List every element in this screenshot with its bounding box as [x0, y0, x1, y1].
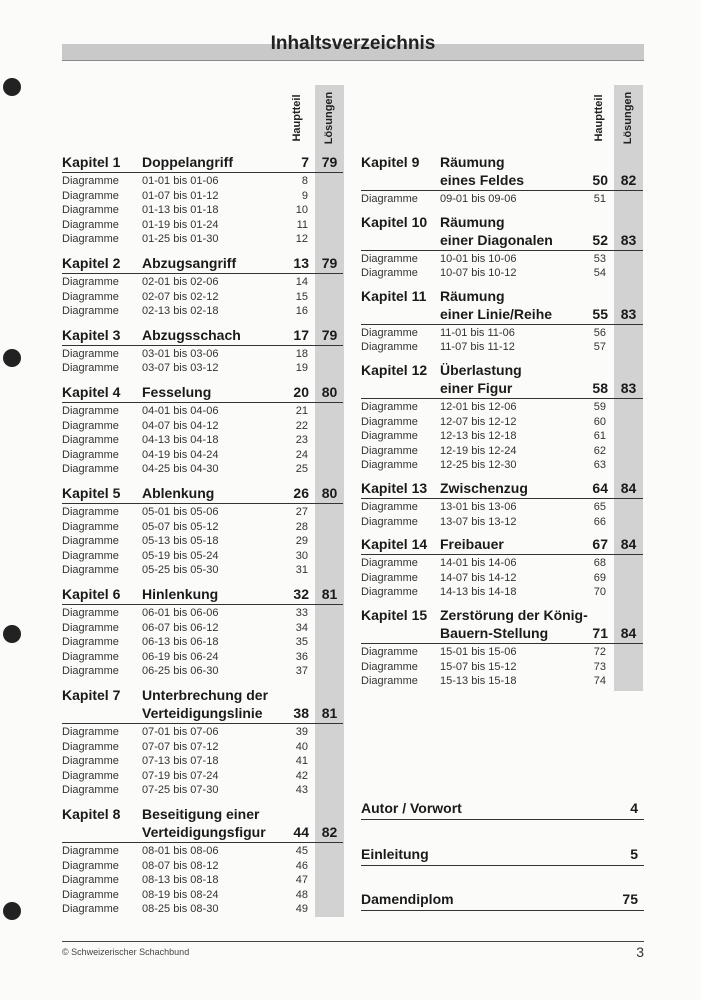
diagram-label: Diagramme — [62, 845, 119, 857]
diagram-page: 73 — [593, 660, 606, 673]
diagram-label: Diagramme — [361, 459, 418, 472]
diagram-range: 11-07 bis 11-12 — [440, 341, 515, 354]
chapter-title: eines Feldes — [440, 172, 525, 188]
diagram-range: 12-25 bis 12-30 — [440, 459, 517, 472]
chapter-title: Doppelangriff — [142, 154, 233, 170]
diagram-label: Diagramme — [62, 755, 119, 768]
diagram-label: Diagramme — [62, 726, 119, 738]
diagram-label: Diagramme — [62, 874, 119, 887]
diagram-page: 33 — [295, 607, 308, 619]
diagram-range: 01-19 bis 01-24 — [142, 218, 219, 231]
diagram-label: Diagramme — [62, 506, 119, 518]
diagram-page: 41 — [295, 755, 308, 768]
diagram-page: 61 — [593, 430, 606, 443]
diagram-page: 59 — [593, 401, 606, 413]
hauptteil-header: Hauptteil — [291, 94, 303, 142]
diagram-range: 05-25 bis 05-30 — [142, 564, 219, 577]
diagram-range: 05-01 bis 05-06 — [142, 506, 219, 518]
chapter-number: Kapitel 4 — [62, 384, 121, 400]
chapter-main-page: 38 — [293, 705, 309, 721]
diagram-page: 40 — [295, 740, 308, 753]
diagram-range: 07-13 bis 07-18 — [142, 755, 219, 768]
diagram-range: 08-25 bis 08-30 — [142, 903, 219, 916]
diagram-range: 04-01 bis 04-06 — [142, 405, 219, 417]
chapter-solution-page: 84 — [620, 480, 637, 496]
diagram-label: Diagramme — [62, 636, 119, 649]
diagram-range: 15-13 bis 15-18 — [440, 675, 517, 688]
diagram-page: 23 — [295, 434, 308, 447]
diagram-page: 19 — [295, 362, 308, 375]
diagram-page: 18 — [295, 347, 308, 360]
diagram-page: 12 — [295, 233, 308, 246]
diagram-label: Diagramme — [62, 650, 119, 663]
diagram-label: Diagramme — [361, 267, 418, 280]
diagram-range: 05-13 bis 05-18 — [142, 535, 219, 548]
chapter-rule — [62, 604, 343, 605]
diagram-page: 68 — [593, 557, 606, 570]
diagram-page: 35 — [295, 636, 308, 649]
chapter-solution-page: 82 — [620, 172, 637, 188]
chapter-main-page: 13 — [293, 255, 309, 271]
diagram-label: Diagramme — [62, 347, 119, 360]
diagram-range: 06-25 bis 06-30 — [142, 665, 219, 678]
diagram-page: 25 — [295, 463, 308, 476]
diagram-range: 02-13 bis 02-18 — [142, 305, 219, 318]
chapter-solution-page: 79 — [321, 154, 338, 170]
chapter-rule — [62, 842, 343, 843]
diagram-label: Diagramme — [62, 665, 119, 678]
diagram-page: 56 — [593, 326, 606, 339]
diagram-label: Diagramme — [361, 341, 418, 354]
diagram-range: 11-01 bis 11-06 — [440, 326, 515, 339]
diagram-label: Diagramme — [62, 549, 119, 562]
diagram-label: Diagramme — [62, 305, 119, 318]
chapter-number: Kapitel 1 — [62, 154, 121, 170]
chapter-rule — [62, 273, 343, 274]
diagram-label: Diagramme — [361, 675, 418, 688]
chapter-title: Überlastung — [440, 362, 522, 378]
chapter-solution-page: 79 — [321, 326, 338, 343]
diagram-page: 43 — [295, 784, 308, 797]
chapter-main-page: 71 — [592, 625, 608, 641]
punch-hole — [3, 625, 21, 643]
diagram-range: 12-01 bis 12-06 — [440, 401, 517, 413]
diagram-page: 14 — [295, 276, 308, 288]
loesungen-header: Lösungen — [323, 91, 335, 145]
extra-entry-page: 75 — [622, 891, 638, 907]
diagram-range: 08-01 bis 08-06 — [142, 845, 219, 857]
diagram-label: Diagramme — [361, 401, 418, 413]
diagram-page: 36 — [295, 650, 308, 663]
chapter-solution-page: 82 — [321, 824, 338, 840]
diagram-page: 34 — [295, 621, 308, 634]
diagram-page: 37 — [295, 665, 308, 678]
chapter-rule — [361, 498, 643, 499]
footer-rule — [62, 941, 644, 942]
diagram-page: 70 — [593, 586, 606, 599]
chapter-number: Kapitel 2 — [62, 255, 121, 271]
diagram-label: Diagramme — [62, 405, 119, 417]
chapter-rule — [361, 554, 643, 555]
diagram-range: 01-07 bis 01-12 — [142, 189, 219, 202]
chapter-rule — [62, 503, 343, 504]
chapter-number: Kapitel 8 — [62, 806, 121, 822]
chapter-rule — [361, 190, 643, 191]
diagram-page: 31 — [295, 564, 308, 577]
diagram-page: 63 — [593, 459, 606, 472]
chapter-solution-page: 83 — [620, 231, 637, 248]
diagram-page: 48 — [295, 888, 308, 901]
diagram-page: 11 — [296, 218, 308, 231]
diagram-page: 60 — [593, 415, 606, 428]
chapter-title: Räumung — [440, 154, 505, 170]
extra-entry-label: Autor / Vorwort — [361, 800, 462, 816]
diagram-range: 15-01 bis 15-06 — [440, 646, 517, 658]
chapter-number: Kapitel 15 — [361, 607, 428, 623]
chapter-rule — [62, 402, 343, 403]
diagram-label: Diagramme — [62, 204, 119, 217]
chapter-rule — [62, 345, 343, 346]
page-number: 3 — [636, 944, 644, 960]
diagram-label: Diagramme — [62, 888, 119, 901]
diagram-range: 06-13 bis 06-18 — [142, 636, 219, 649]
diagram-page: 30 — [295, 549, 308, 562]
chapter-title: Hinlenkung — [142, 586, 219, 602]
chapter-rule — [62, 172, 343, 173]
diagram-page: 27 — [295, 506, 308, 518]
diagram-range: 05-07 bis 05-12 — [142, 520, 219, 533]
diagram-range: 07-01 bis 07-06 — [142, 726, 219, 738]
copyright-note: © Schweizerischer Schachbund — [62, 947, 190, 957]
diagram-page: 53 — [593, 252, 606, 265]
diagram-page: 21 — [295, 405, 308, 417]
diagram-range: 12-19 bis 12-24 — [440, 444, 517, 457]
diagram-page: 74 — [593, 675, 606, 688]
chapter-number: Kapitel 7 — [62, 687, 121, 703]
chapter-main-page: 20 — [293, 384, 309, 400]
chapter-solution-page: 83 — [620, 305, 637, 322]
diagram-page: 9 — [301, 189, 308, 202]
chapter-solution-page: 79 — [321, 255, 338, 271]
chapter-solution-page: 84 — [620, 536, 637, 553]
diagram-range: 03-01 bis 03-06 — [142, 347, 219, 360]
chapter-title: Fesselung — [142, 384, 212, 400]
chapter-number: Kapitel 6 — [62, 586, 121, 602]
diagram-range: 01-01 bis 01-06 — [142, 175, 219, 187]
diagram-label: Diagramme — [62, 535, 119, 548]
diagram-label: Diagramme — [62, 607, 119, 619]
diagram-range: 10-07 bis 10-12 — [440, 267, 517, 280]
punch-hole — [3, 78, 21, 96]
chapter-title: Räumung — [440, 213, 505, 230]
diagram-label: Diagramme — [62, 189, 119, 202]
chapter-number: Kapitel 14 — [361, 536, 428, 553]
diagram-range: 01-13 bis 01-18 — [142, 204, 219, 217]
diagram-range: 13-07 bis 13-12 — [440, 515, 517, 528]
chapter-number: Kapitel 13 — [361, 480, 428, 496]
diagram-label: Diagramme — [62, 290, 119, 303]
chapter-rule — [361, 324, 643, 325]
chapter-number: Kapitel 5 — [62, 485, 121, 501]
diagram-label: Diagramme — [62, 419, 119, 432]
diagram-label: Diagramme — [62, 276, 119, 288]
chapter-title: Unterbrechung der — [142, 687, 269, 703]
diagram-range: 08-19 bis 08-24 — [142, 888, 219, 901]
chapter-title: Bauern-Stellung — [440, 625, 549, 641]
extra-rule — [361, 819, 644, 820]
diagram-range: 04-19 bis 04-24 — [142, 448, 219, 461]
chapter-solution-page: 84 — [620, 625, 637, 641]
diagram-label: Diagramme — [361, 515, 418, 528]
diagram-range: 14-13 bis 14-18 — [440, 586, 517, 599]
diagram-range: 04-07 bis 04-12 — [142, 419, 219, 432]
chapter-main-page: 55 — [592, 305, 608, 322]
chapter-title: einer Linie/Reihe — [440, 305, 553, 322]
loesungen-header: Lösungen — [622, 91, 634, 145]
diagram-page: 39 — [295, 726, 308, 738]
chapter-solution-page: 81 — [321, 586, 338, 602]
diagram-page: 51 — [593, 193, 606, 205]
extra-entry-page: 5 — [630, 846, 638, 862]
punch-hole — [3, 349, 21, 367]
punch-hole — [3, 902, 21, 920]
chapter-solution-page: 81 — [321, 705, 338, 721]
diagram-range: 02-01 bis 02-06 — [142, 276, 219, 288]
diagram-label: Diagramme — [62, 903, 119, 916]
diagram-label: Diagramme — [62, 769, 119, 782]
chapter-solution-page: 80 — [321, 485, 338, 501]
chapter-title: Verteidigungslinie — [142, 705, 263, 721]
diagram-page: 57 — [593, 341, 606, 354]
diagram-page: 16 — [295, 305, 308, 318]
diagram-page: 22 — [295, 419, 308, 432]
diagram-range: 03-07 bis 03-12 — [142, 362, 219, 375]
diagram-label: Diagramme — [361, 501, 418, 513]
chapter-title: Räumung — [440, 287, 505, 304]
chapter-number: Kapitel 3 — [62, 326, 121, 343]
diagram-range: 12-13 bis 12-18 — [440, 430, 517, 443]
diagram-range: 04-13 bis 04-18 — [142, 434, 219, 447]
diagram-label: Diagramme — [361, 444, 418, 457]
extra-rule — [361, 865, 644, 866]
chapter-main-page: 32 — [293, 586, 309, 602]
diagram-label: Diagramme — [361, 252, 418, 265]
chapter-title: Zerstörung der König- — [440, 607, 588, 623]
chapter-main-page: 50 — [592, 172, 608, 188]
diagram-label: Diagramme — [361, 571, 418, 584]
diagram-range: 09-01 bis 09-06 — [440, 193, 517, 205]
diagram-label: Diagramme — [62, 621, 119, 634]
diagram-label: Diagramme — [361, 326, 418, 339]
chapter-rule — [361, 643, 643, 644]
chapter-number: Kapitel 9 — [361, 154, 420, 170]
diagram-label: Diagramme — [62, 448, 119, 461]
chapter-main-page: 7 — [301, 154, 309, 170]
extra-entry-label: Einleitung — [361, 846, 429, 862]
diagram-page: 28 — [295, 520, 308, 533]
diagram-page: 10 — [295, 204, 308, 217]
diagram-page: 42 — [295, 769, 308, 782]
diagram-range: 07-07 bis 07-12 — [142, 740, 219, 753]
diagram-page: 49 — [295, 903, 308, 916]
diagram-range: 10-01 bis 10-06 — [440, 252, 517, 265]
diagram-range: 14-07 bis 14-12 — [440, 571, 517, 584]
chapter-main-page: 44 — [293, 824, 309, 840]
diagram-range: 06-01 bis 06-06 — [142, 607, 219, 619]
diagram-label: Diagramme — [62, 859, 119, 872]
diagram-page: 24 — [295, 448, 308, 461]
chapter-main-page: 58 — [592, 380, 608, 396]
chapter-title: Zwischenzug — [440, 480, 528, 496]
extra-entry-page: 4 — [630, 800, 638, 816]
diagram-page: 72 — [593, 646, 606, 658]
chapter-solution-page: 80 — [321, 384, 338, 400]
chapter-number: Kapitel 12 — [361, 362, 428, 378]
chapter-main-page: 67 — [592, 536, 608, 553]
diagram-label: Diagramme — [361, 430, 418, 443]
diagram-range: 15-07 bis 15-12 — [440, 660, 517, 673]
chapter-rule — [62, 723, 343, 724]
extra-entry-label: Damendiplom — [361, 891, 454, 907]
chapter-rule — [361, 398, 643, 399]
diagram-range: 07-25 bis 07-30 — [142, 784, 219, 797]
chapter-title: einer Diagonalen — [440, 231, 553, 248]
diagram-range: 13-01 bis 13-06 — [440, 501, 517, 513]
chapter-title: einer Figur — [440, 380, 513, 396]
diagram-page: 45 — [295, 845, 308, 857]
diagram-label: Diagramme — [361, 586, 418, 599]
hauptteil-header: Hauptteil — [593, 94, 605, 142]
diagram-range: 12-07 bis 12-12 — [440, 415, 517, 428]
diagram-range: 05-19 bis 05-24 — [142, 549, 219, 562]
diagram-label: Diagramme — [62, 520, 119, 533]
diagram-label: Diagramme — [361, 557, 418, 570]
diagram-label: Diagramme — [361, 193, 418, 205]
diagram-range: 02-07 bis 02-12 — [142, 290, 219, 303]
chapter-number: Kapitel 10 — [361, 213, 428, 230]
diagram-label: Diagramme — [361, 646, 418, 658]
page-title: Inhaltsverzeichnis — [270, 33, 436, 54]
chapter-number: Kapitel 11 — [361, 287, 427, 304]
chapter-solution-page: 83 — [620, 380, 637, 396]
diagram-page: 69 — [593, 571, 606, 584]
chapter-title: Verteidigungsfigur — [142, 824, 266, 840]
diagram-label: Diagramme — [62, 564, 119, 577]
diagram-page: 66 — [593, 515, 606, 528]
diagram-label: Diagramme — [361, 415, 418, 428]
diagram-page: 8 — [301, 175, 308, 187]
diagram-label: Diagramme — [62, 233, 119, 246]
chapter-title: Abzugsschach — [142, 326, 241, 343]
diagram-label: Diagramme — [62, 740, 119, 753]
diagram-page: 65 — [593, 501, 606, 513]
chapter-title: Beseitigung einer — [142, 806, 260, 822]
diagram-page: 29 — [295, 535, 308, 548]
diagram-label: Diagramme — [361, 660, 418, 673]
chapter-rule — [361, 250, 643, 251]
diagram-label: Diagramme — [62, 218, 119, 231]
chapter-main-page: 52 — [592, 231, 608, 248]
diagram-page: 15 — [295, 290, 308, 303]
diagram-page: 47 — [295, 874, 308, 887]
diagram-label: Diagramme — [62, 784, 119, 797]
diagram-range: 06-07 bis 06-12 — [142, 621, 219, 634]
diagram-page: 46 — [295, 859, 308, 872]
diagram-range: 06-19 bis 06-24 — [142, 650, 219, 663]
diagram-range: 14-01 bis 14-06 — [440, 557, 517, 570]
diagram-page: 54 — [593, 267, 606, 280]
diagram-label: Diagramme — [62, 175, 119, 187]
diagram-range: 08-13 bis 08-18 — [142, 874, 219, 887]
diagram-label: Diagramme — [62, 434, 119, 447]
chapter-title: Abzugsangriff — [142, 255, 237, 271]
chapter-main-page: 17 — [293, 326, 309, 343]
diagram-label: Diagramme — [62, 362, 119, 375]
diagram-range: 07-19 bis 07-24 — [142, 769, 219, 782]
chapter-main-page: 64 — [592, 480, 608, 496]
chapter-title: Ablenkung — [142, 485, 215, 501]
chapter-main-page: 26 — [293, 485, 309, 501]
chapter-title: Freibauer — [440, 536, 504, 553]
extra-rule — [361, 910, 644, 911]
diagram-page: 62 — [593, 444, 606, 457]
diagram-range: 01-25 bis 01-30 — [142, 233, 219, 246]
diagram-label: Diagramme — [62, 463, 119, 476]
diagram-range: 08-07 bis 08-12 — [142, 859, 219, 872]
diagram-range: 04-25 bis 04-30 — [142, 463, 219, 476]
